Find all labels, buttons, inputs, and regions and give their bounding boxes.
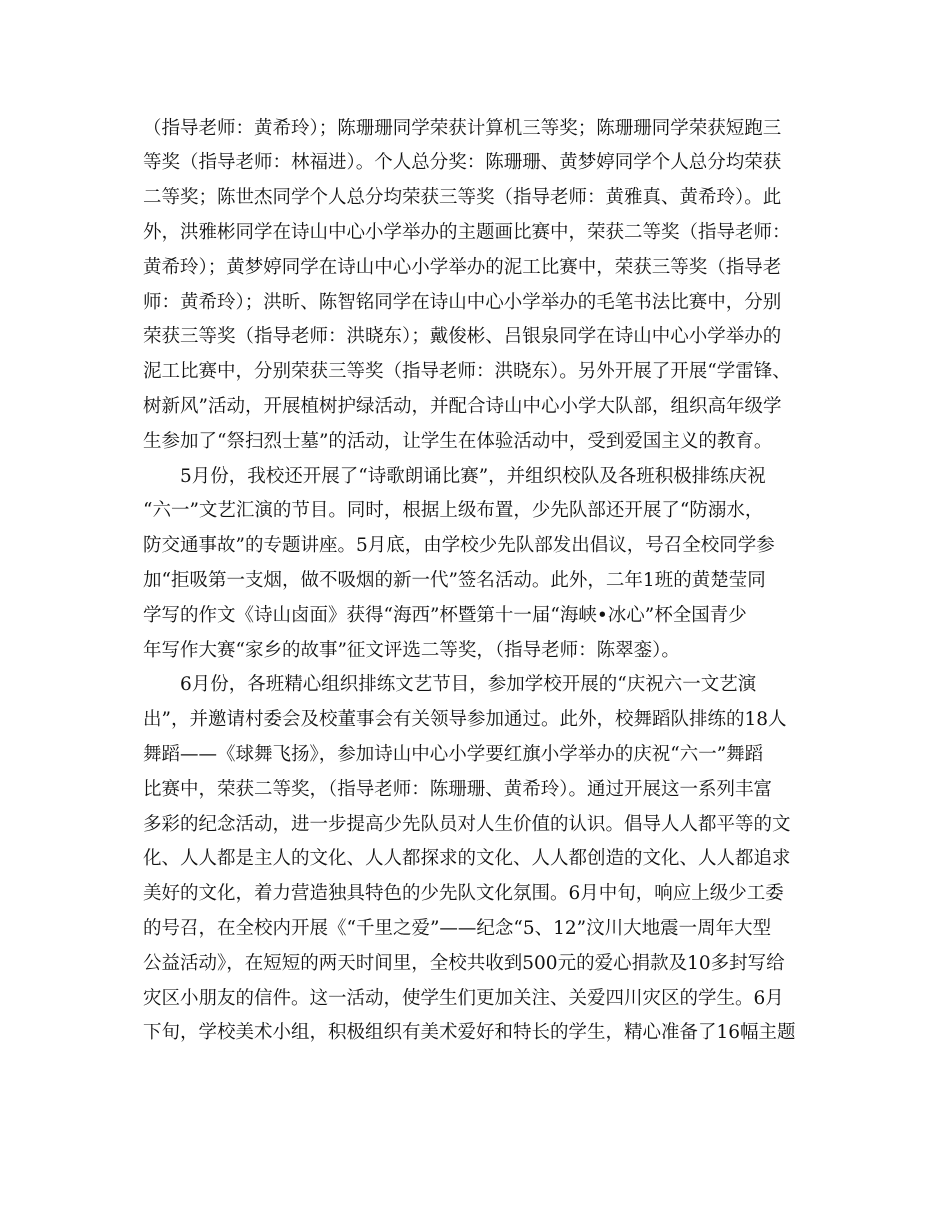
text-line: 出”，并邀请村委会及校董事会有关领导参加通过。此外，校舞蹈队排练的18人	[143, 709, 787, 730]
text-line: 下旬，学校美术小组，积极组织有美术爱好和特长的学生，精心准备了16幅主题	[143, 1022, 796, 1043]
text-line: 多彩的纪念活动，进一步提高少先队员对人生价值的认识。倡导人人都平等的文	[143, 814, 791, 835]
text-line: 比赛中，荣获二等奖，（指导老师：陈珊珊、黄希玲）。通过开展这一系列丰富	[143, 779, 773, 800]
text-line: 公益活动》，在短短的两天时间里，全校共收到500元的爱心捐款及10多封写给	[143, 953, 785, 974]
text-line: 外，洪雅彬同学在诗山中心小学举办的主题画比赛中，荣获二等奖（指导老师：	[143, 222, 791, 243]
text-line: 防交通事故”的专题讲座。5月底，由学校少先队部发出倡议，号召全校同学参	[143, 535, 775, 556]
text-line: 加“拒吸第一支烟，做不吸烟的新一代”签名活动。此外，二年1班的黄楚莹同	[143, 570, 766, 591]
text-line: 灾区小朋友的信件。这一活动，使学生们更加关注、关爱四川灾区的学生。6月	[143, 988, 784, 1009]
text-line: 学写的作文《诗山卤面》获得“海西”杯暨第十一届“海峡•冰心”杯全国青少	[143, 605, 747, 626]
text-line: 舞蹈——《球舞飞扬》，参加诗山中心小学要红旗小学举办的庆祝“六一”舞蹈	[143, 744, 764, 765]
text-line: 师：黄希玲）；洪昕、陈智铭同学在诗山中心小学举办的毛笔书法比赛中，分别	[143, 292, 782, 313]
text-line: 荣获三等奖（指导老师：洪晓东）；戴俊彬、吕银泉同学在诗山中心小学举办的	[143, 326, 782, 347]
paragraph-first-line: 5月份，我校还开展了“诗歌朗诵比赛”，并组织校队及各班积极排练庆祝	[180, 466, 766, 487]
text-line: 泥工比赛中，分别荣获三等奖（指导老师：洪晓东）。另外开展了开展“学雷锋、	[143, 361, 791, 382]
text-line: 的号召，在全校内开展《“千里之爱”——纪念“5、12”汶川大地震一周年大型	[143, 918, 772, 939]
text-line: 美好的文化，着力营造独具特色的少先队文化氛围。6月中旬，响应上级少工委	[143, 883, 784, 904]
text-line: 树新风”活动，开展植树护绿活动，并配合诗山中心小学大队部，组织高年级学	[143, 396, 782, 417]
text-line: 黄希玲）；黄梦婷同学在诗山中心小学举办的泥工比赛中，荣获三等奖（指导老	[143, 257, 782, 278]
text-line: 等奖（指导老师：林福进）。个人总分奖：陈珊珊、黄梦婷同学个人总分均荣获	[143, 152, 782, 173]
text-line: 年写作大赛“家乡的故事”征文评选二等奖，（指导老师：陈翠銮）。	[143, 640, 680, 661]
text-line: 生参加了“祭扫烈士墓”的活动，让学生在体验活动中，受到爱国主义的教育。	[143, 431, 773, 452]
text-line: 二等奖；陈世杰同学个人总分均荣获三等奖（指导老师：黄雅真、黄希玲）。此	[143, 187, 782, 208]
text-line: 化、人人都是主人的文化、人人都探求的文化、人人都创造的文化、人人都追求	[143, 848, 791, 869]
paragraph-first-line: 6月份，各班精心组织排练文艺节目，参加学校开展的“庆祝六一文艺演	[180, 674, 757, 695]
text-line: “六一”文艺汇演的节目。同时，根据上级布置，少先队部还开展了“防溺水，	[143, 500, 764, 521]
text-line: （指导老师：黄希玲）；陈珊珊同学荣获计算机三等奖；陈珊珊同学荣获短跑三	[143, 118, 782, 139]
